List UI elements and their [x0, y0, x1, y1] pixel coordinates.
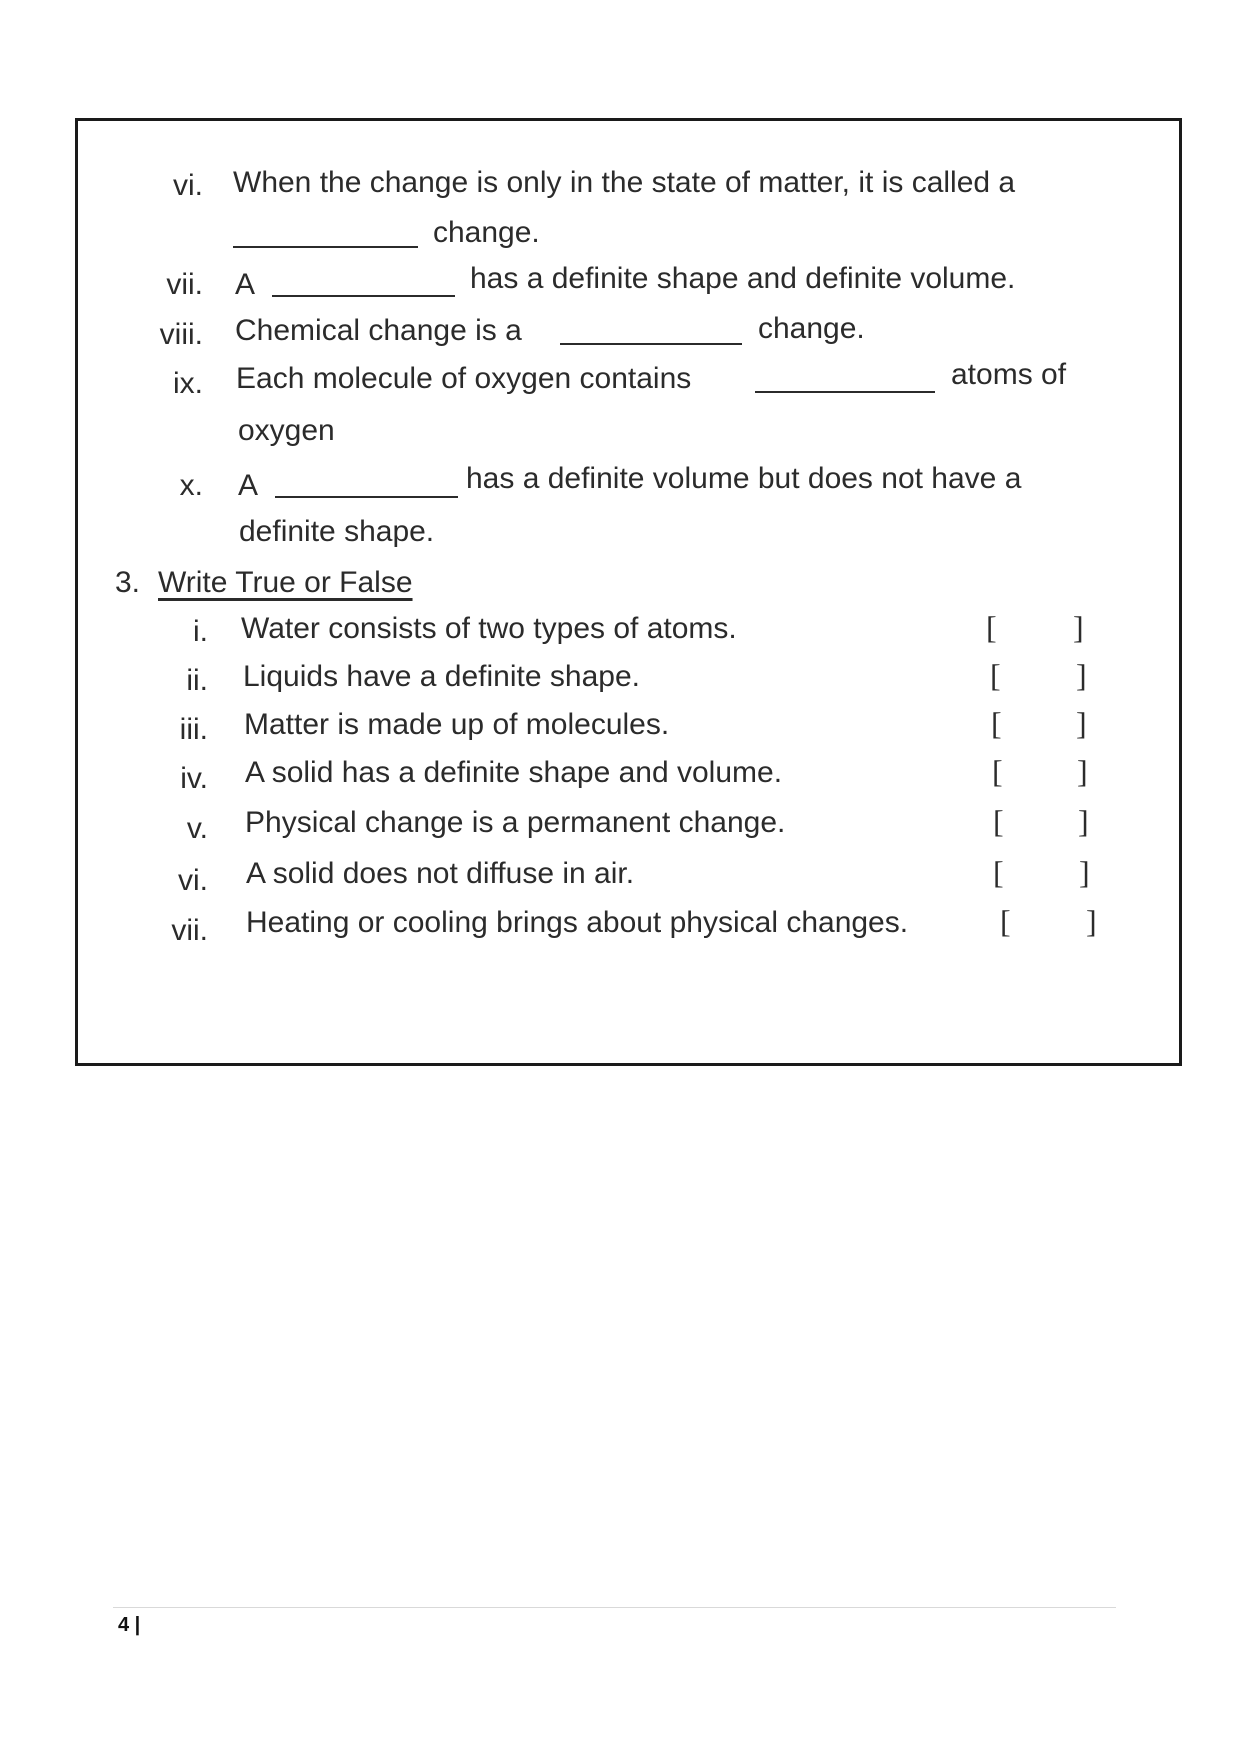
answer-bracket-open[interactable]: [	[986, 609, 997, 645]
q10-continuation: definite shape.	[239, 515, 435, 548]
q7-number: vii.	[166, 268, 203, 301]
item-text: Liquids have a definite shape.	[243, 660, 640, 693]
item-number: ii.	[186, 664, 208, 697]
q9-post: atoms of	[951, 358, 1067, 391]
q10-number: x.	[179, 469, 203, 502]
item-number: iv.	[180, 762, 208, 795]
item-text: Water consists of two types of atoms.	[241, 612, 737, 645]
q8-pre: Chemical change is a	[235, 314, 522, 347]
q7-pre: A	[235, 268, 256, 301]
answer-bracket-close[interactable]: ]	[1076, 705, 1087, 741]
item-text: A solid has a definite shape and volume.	[245, 756, 783, 789]
item-number: i.	[193, 615, 208, 648]
item-number: vi.	[178, 864, 208, 897]
q8-post: change.	[758, 312, 865, 345]
q6-text-end: change.	[433, 216, 540, 249]
q7-blank[interactable]	[272, 295, 455, 297]
q10-blank[interactable]	[275, 496, 458, 498]
q9-blank[interactable]	[755, 391, 935, 393]
answer-bracket-open[interactable]: [	[993, 803, 1004, 839]
q9-continuation: oxygen	[238, 414, 335, 447]
q8-number: viii.	[159, 318, 203, 351]
q6-text: When the change is only in the state of matter, it is called a	[233, 166, 1016, 199]
q6-blank[interactable]	[233, 246, 418, 248]
answer-bracket-open[interactable]: [	[991, 705, 1002, 741]
answer-bracket-open[interactable]: [	[993, 854, 1004, 890]
item-text: Matter is made up of molecules.	[244, 708, 670, 741]
answer-bracket-close[interactable]: ]	[1077, 753, 1088, 789]
q7-post: has a definite shape and definite volume.	[470, 262, 1016, 295]
section3-number: 3.	[115, 566, 141, 599]
item-number: vii.	[171, 914, 208, 947]
q10-pre: A	[238, 469, 259, 502]
q10-post: has a definite volume but does not have a	[466, 462, 1022, 495]
item-number: iii.	[179, 713, 208, 746]
answer-bracket-close[interactable]: ]	[1078, 803, 1089, 839]
answer-bracket-open[interactable]: [	[1000, 903, 1011, 939]
q9-number: ix.	[173, 367, 203, 400]
page-number: 4 |	[118, 1614, 141, 1636]
answer-bracket-close[interactable]: ]	[1079, 854, 1090, 890]
worksheet-frame	[75, 118, 1182, 1066]
answer-bracket-close[interactable]: ]	[1073, 609, 1084, 645]
item-number: v.	[186, 812, 208, 845]
item-text: A solid does not diffuse in air.	[246, 857, 635, 890]
answer-bracket-open[interactable]: [	[992, 753, 1003, 789]
item-text: Physical change is a permanent change.	[245, 806, 786, 839]
q8-blank[interactable]	[560, 343, 742, 345]
section3-heading: Write True or False	[158, 566, 413, 599]
answer-bracket-open[interactable]: [	[990, 657, 1001, 693]
footer-divider	[113, 1607, 1116, 1608]
item-text: Heating or cooling brings about physical changes.	[246, 906, 909, 939]
answer-bracket-close[interactable]: ]	[1076, 657, 1087, 693]
q6-number: vi.	[173, 169, 203, 202]
answer-bracket-close[interactable]: ]	[1086, 903, 1097, 939]
q9-pre: Each molecule of oxygen contains	[236, 362, 692, 395]
